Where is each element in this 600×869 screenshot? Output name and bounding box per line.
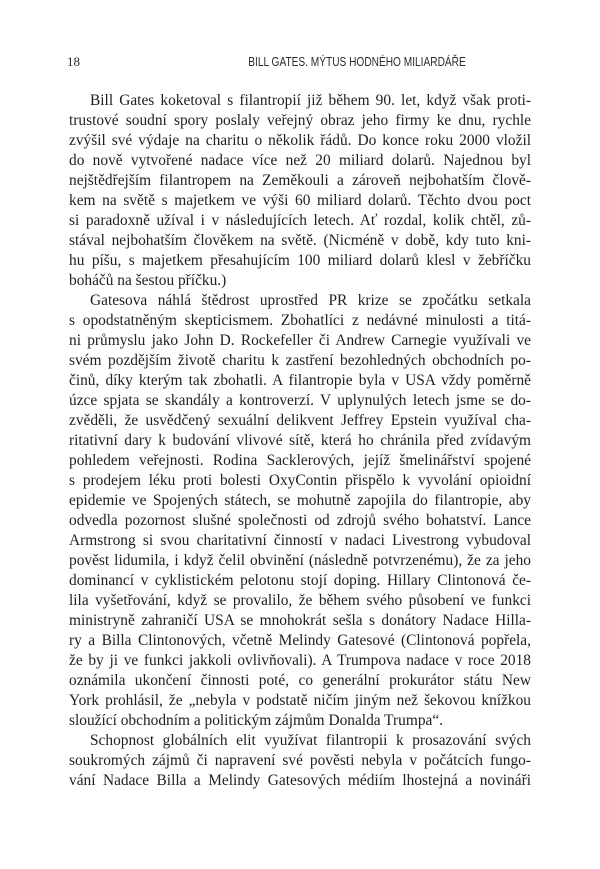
text-line: Gatesova náhlá štědrost uprostřed PR krize se zpočátku setkala — [90, 292, 531, 309]
text-line: soukromých zájmů či napravení své pověsti nebyla v počátcích fungo- — [69, 752, 531, 769]
text-line: že by ji ve funkci jakkoli ovlivňovali). A Trumpova nadace v roce 2018 — [69, 652, 531, 669]
text-line: Schopnost globálních elit využívat filantropii k prosazování svých — [90, 732, 531, 749]
text-line: trustové soudní spory poslaly veřejný obraz jeho firmy ke dnu, rychle — [69, 112, 531, 129]
text-line: ritativní dary k budování vlivové sítě, která ho chránila před zvídavým — [69, 432, 531, 449]
text-line: ministryně zahraničí USA se mnohokrát sešla s donátory Nadace Hilla- — [69, 612, 531, 629]
text-line: s prodejem léku proti bolesti OxyContin přispělo k vyvolání opioidní — [69, 472, 531, 489]
paragraph-2 — [69, 291, 531, 731]
text-line: nejštědřejším filantropem na Zeměkouli a zároveň nejbohatším člově- — [69, 172, 531, 189]
paragraph-1 — [69, 91, 531, 291]
running-head-title: BILL GATES. MÝTUS HODNÉHO MILIARDÁŘE — [248, 54, 466, 69]
text-line: sloužící obchodním a politickým zájmům Donalda Trumpa“. — [69, 712, 444, 729]
text-line: pověst lidumila, i když čelil obvinění (následně potvrzenému), že za jeho — [69, 552, 531, 569]
text-line: lila vyšetřování, když se provalilo, že během svého působení ve funkci — [69, 592, 531, 609]
text-line: zvěděli, že usvědčený sexuální delikvent Jeffrey Epstein využíval cha- — [69, 412, 531, 429]
text-line: York prohlásil, že „nebyla v podstatě ničím jiným než šekovou knížkou — [69, 692, 531, 709]
text-line: s opodstatněným skepticismem. Zbohatlíci z nedávné minulosti a titá- — [69, 312, 531, 329]
text-line: oznámila ukončení činnosti poté, co generální prokurátor státu New — [69, 672, 531, 689]
text-line: odvedla pozornost slušné společnosti od zdrojů svého bohatství. Lance — [69, 512, 531, 529]
text-line: činů, díky kterým tak zbohatli. A filantropie byla v USA vždy poměrně — [69, 372, 531, 389]
text-line: kem na světě s majetkem ve výši 60 miliard dolarů. Těchto dvou poct — [69, 192, 531, 209]
body-text — [69, 91, 531, 791]
text-line: hu píšu, s majetkem přesahujícím 100 miliard dolarů klesl v žebříčku — [69, 252, 531, 269]
text-line: pohledem veřejnosti. Rodina Sacklerových, jejíž šmelinářství spojené — [69, 452, 531, 469]
text-line: úzce spjata se skandály a kontroverzí. V uplynulých letech jsme se do- — [69, 392, 531, 409]
text-line: epidemie ve Spojených státech, se mohutně zapojila do filantropie, aby — [69, 492, 531, 509]
text-line: Bill Gates koketoval s filantropií již během 90. let, když však proti- — [90, 92, 531, 109]
text-line: boháčů na šestou příčku.) — [69, 272, 227, 289]
text-line: stával nejbohatším člověkem na světě. (Nicméně v době, kdy tuto kni- — [69, 232, 531, 249]
paragraph-3 — [69, 731, 531, 791]
text-line: svém pozdějším životě charitu k zastření bezohledných obchodních po- — [69, 352, 531, 369]
text-line: ni průmyslu jako John D. Rockefeller či Andrew Carnegie využívali ve — [69, 332, 531, 349]
text-line: dominancí v cyklistickém pelotonu stojí doping. Hillary Clintonová če- — [69, 572, 531, 589]
text-line: ry a Billa Clintonových, včetně Melindy Gatesové (Clintonová popřela, — [69, 632, 531, 649]
text-line: vání Nadace Billa a Melindy Gatesových médiím lhostejná a novináři — [69, 772, 531, 789]
page-number: 18 — [67, 54, 80, 69]
text-line: do nově vytvořené nadace více než 20 miliard dolarů. Najednou byl — [69, 152, 531, 169]
text-line: zvýšil své výdaje na charitu o několik řádů. Do konce roku 2000 vložil — [69, 132, 531, 149]
text-line: Armstrong si svou charitativní činností v nadaci Livestrong vybudoval — [69, 532, 531, 549]
text-line: si paradoxně užíval i v následujících letech. Ať rozdal, kolik chtěl, zů- — [69, 212, 531, 229]
